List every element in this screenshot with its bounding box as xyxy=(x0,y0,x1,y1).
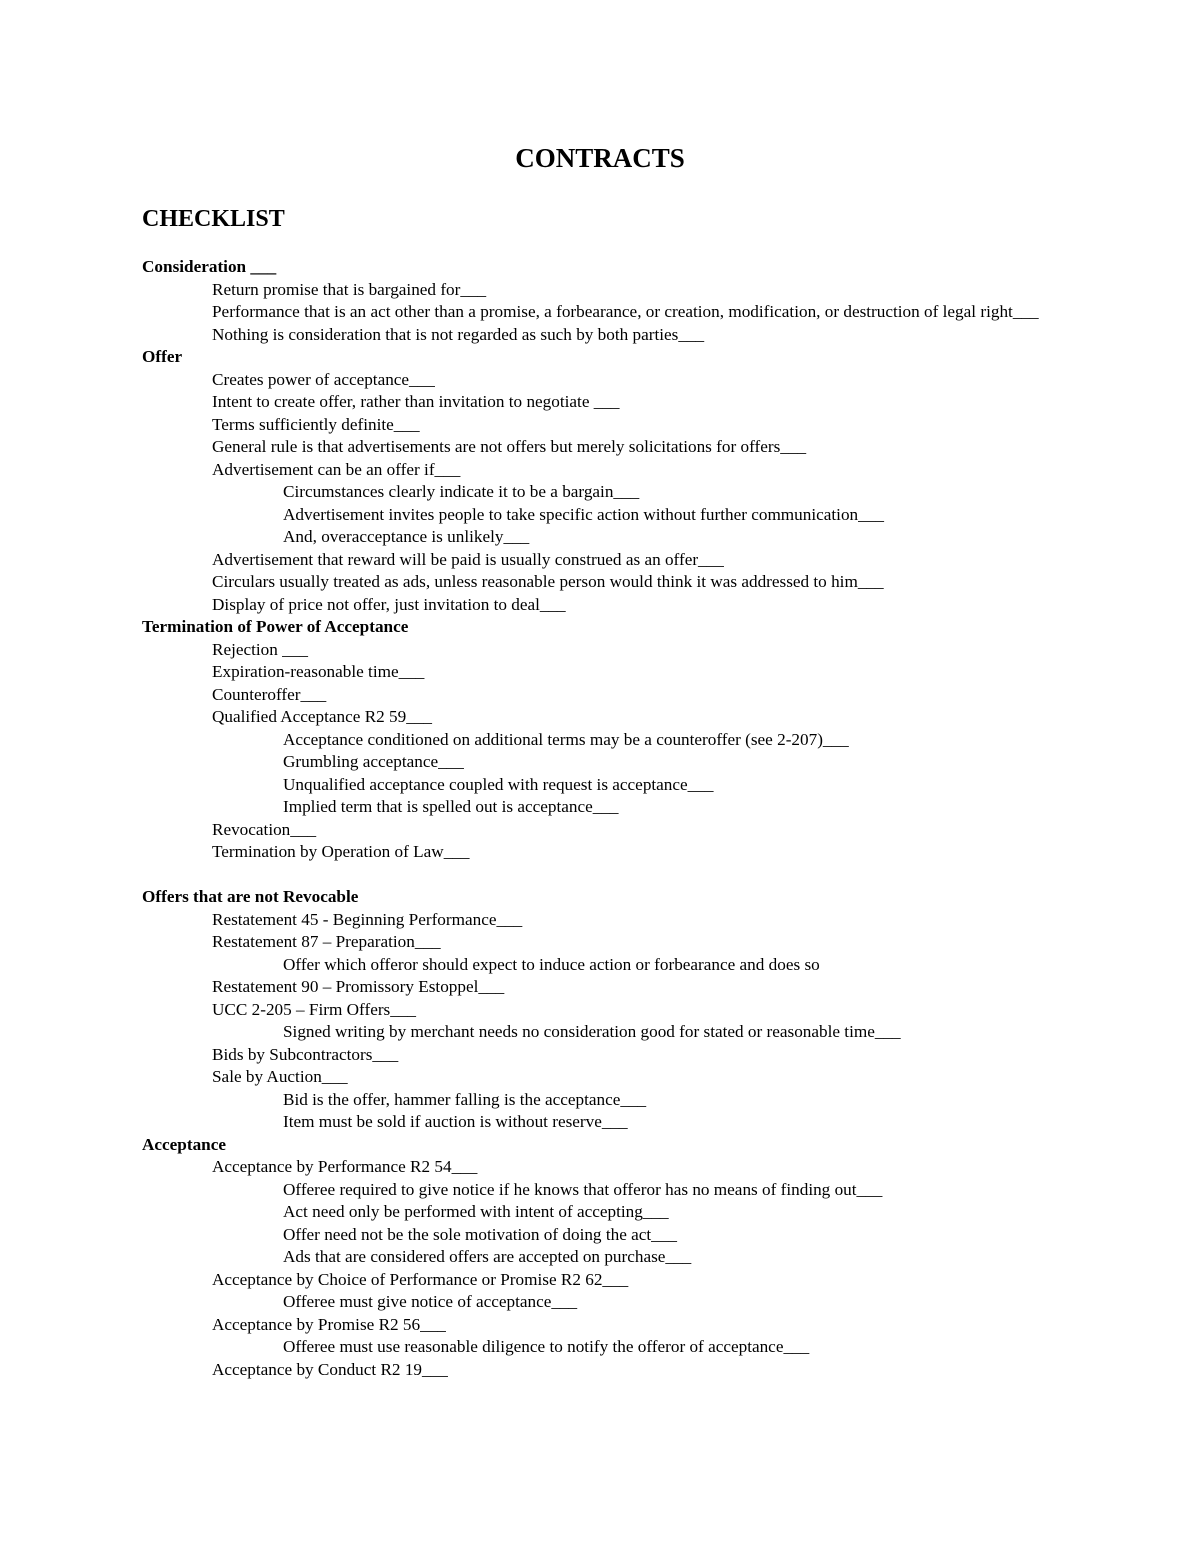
checklist-item: Creates power of acceptance___ xyxy=(212,369,435,389)
section-heading: Termination of Power of Acceptance xyxy=(142,617,409,636)
checklist-item: Performance that is an act other than a promise, a forbearance, or creation, modification, or destruction of legal right___ xyxy=(212,302,1039,321)
checklist-item: Qualified Acceptance R2 59___ xyxy=(212,707,433,726)
checklist-item: Counteroffer___ xyxy=(212,684,327,704)
checklist-subitem: Offer which offeror should expect to induce action or forbearance and does so xyxy=(283,954,820,974)
checklist-subitem: Offeree required to give notice if he knows that offeror has no means of finding out___ xyxy=(283,1179,883,1199)
checklist-item: Advertisement that reward will be paid is usually construed as an offer___ xyxy=(212,549,724,569)
blank-line xyxy=(142,864,1062,887)
checklist-item: General rule is that advertisements are not offers but merely solicitations for offers___ xyxy=(212,437,807,456)
section-heading: Offer xyxy=(142,347,183,366)
checklist-item: Bids by Subcontractors___ xyxy=(212,1044,399,1064)
checklist-item: Restatement 87 – Preparation___ xyxy=(212,932,441,951)
checklist-subitem: Bid is the offer, hammer falling is the acceptance___ xyxy=(283,1089,647,1109)
checklist-item: Revocation___ xyxy=(212,819,317,839)
checklist-subitem: Offeree must give notice of acceptance___ xyxy=(283,1292,578,1311)
section-heading: Offers that are not Revocable xyxy=(142,887,359,906)
checklist-item: Termination by Operation of Law___ xyxy=(212,842,470,861)
checklist-item: Nothing is consideration that is not regarded as such by both parties___ xyxy=(212,324,705,344)
document-title: CONTRACTS xyxy=(515,143,685,173)
checklist-body xyxy=(142,256,1062,1381)
checklist-subitem: And, overacceptance is unlikely___ xyxy=(283,527,530,546)
checklist-subitem: Grumbling acceptance___ xyxy=(283,752,464,771)
checklist-item: Sale by Auction___ xyxy=(212,1067,348,1086)
checklist-item: Acceptance by Performance R2 54___ xyxy=(212,1157,478,1176)
checklist-item: Display of price not offer, just invitation to deal___ xyxy=(212,594,566,614)
checklist-subitem: Implied term that is spelled out is acceptance___ xyxy=(283,797,619,816)
checklist-item: Expiration-reasonable time___ xyxy=(212,662,425,681)
checklist-subitem: Unqualified acceptance coupled with request is acceptance___ xyxy=(283,774,714,794)
checklist-subitem: Ads that are considered offers are accepted on purchase___ xyxy=(283,1247,692,1266)
checklist-subitem: Offer need not be the sole motivation of doing the act___ xyxy=(283,1224,677,1244)
checklist-item: Advertisement can be an offer if___ xyxy=(212,459,461,479)
section-heading: Consideration ___ xyxy=(142,257,277,276)
checklist-item: Terms sufficiently definite___ xyxy=(212,414,420,434)
checklist-subitem: Acceptance conditioned on additional terms may be a counteroffer (see 2-207)___ xyxy=(283,729,849,749)
checklist-heading: CHECKLIST xyxy=(142,206,285,232)
section-heading: Acceptance xyxy=(142,1134,226,1154)
checklist-subitem: Advertisement invites people to take specific action without further communication___ xyxy=(283,504,884,524)
checklist-subitem: Circumstances clearly indicate it to be a bargain___ xyxy=(283,482,640,501)
checklist-item: Acceptance by Conduct R2 19___ xyxy=(212,1359,448,1379)
checklist-item: Acceptance by Choice of Performance or Promise R2 62___ xyxy=(212,1269,629,1289)
checklist-subitem: Item must be sold if auction is without reserve___ xyxy=(283,1112,628,1131)
checklist-item: Restatement 90 – Promissory Estoppel___ xyxy=(212,977,505,996)
checklist-item: UCC 2-205 – Firm Offers___ xyxy=(212,999,417,1019)
checklist-item: Circulars usually treated as ads, unless reasonable person would think it was addressed to him___ xyxy=(212,572,884,591)
checklist-subitem: Signed writing by merchant needs no consideration good for stated or reasonable time___ xyxy=(283,1022,901,1041)
checklist-item: Acceptance by Promise R2 56___ xyxy=(212,1314,446,1334)
checklist-item: Intent to create offer, rather than invitation to negotiate ___ xyxy=(212,392,620,411)
checklist-item: Return promise that is bargained for___ xyxy=(212,279,487,299)
checklist-subitem: Offeree must use reasonable diligence to notify the offeror of acceptance___ xyxy=(283,1337,810,1356)
checklist-subitem: Act need only be performed with intent of accepting___ xyxy=(283,1202,669,1221)
checklist-item: Rejection ___ xyxy=(212,639,308,659)
checklist-item: Restatement 45 - Beginning Performance___ xyxy=(212,909,523,929)
